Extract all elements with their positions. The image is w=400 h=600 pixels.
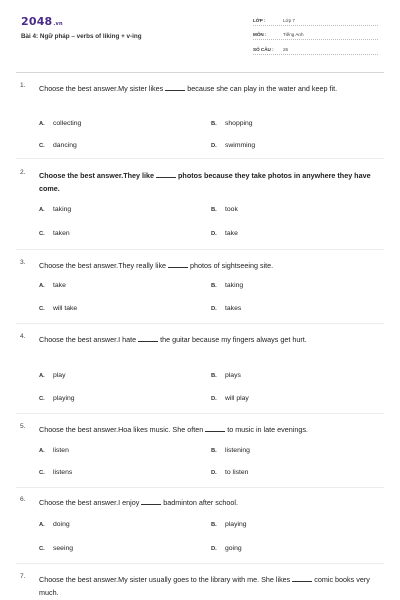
meta-subject-label: MÔN : bbox=[253, 32, 267, 37]
option-letter: A. bbox=[39, 448, 45, 454]
meta-class-value: Lớp 7 bbox=[283, 18, 295, 23]
question-5 bbox=[20, 423, 382, 487]
stem-text: the guitar because my fingers always get hurt. bbox=[160, 335, 307, 344]
meta-class-label: LỚP : bbox=[253, 18, 266, 23]
option-text: taking bbox=[225, 282, 244, 289]
option-letter: B. bbox=[211, 121, 217, 127]
option-letter: D. bbox=[211, 546, 217, 552]
option-b[interactable] bbox=[211, 372, 241, 379]
answer-blank bbox=[156, 172, 176, 178]
meta-count-row bbox=[253, 43, 378, 55]
question-3 bbox=[20, 259, 382, 323]
option-text: play bbox=[53, 372, 66, 379]
option-text: playing bbox=[225, 521, 247, 528]
option-letter: B. bbox=[211, 448, 217, 454]
option-text: seeing bbox=[53, 545, 74, 552]
question-stem bbox=[39, 259, 384, 272]
stem-text: Choose the best answer.I enjoy bbox=[39, 498, 140, 507]
option-d[interactable] bbox=[211, 545, 242, 552]
option-c[interactable] bbox=[39, 469, 72, 476]
question-number: 3. bbox=[20, 259, 26, 266]
question-number: 7. bbox=[20, 573, 26, 580]
option-text: listens bbox=[53, 469, 73, 476]
option-letter: D. bbox=[211, 396, 217, 402]
option-letter: A. bbox=[39, 522, 45, 528]
option-text: take bbox=[225, 230, 238, 237]
option-c[interactable] bbox=[39, 142, 77, 149]
option-text: dancing bbox=[53, 142, 77, 149]
option-c[interactable] bbox=[39, 305, 77, 312]
option-letter: C. bbox=[39, 306, 45, 312]
option-letter: D. bbox=[211, 470, 217, 476]
option-letter: C. bbox=[39, 231, 45, 237]
option-d[interactable] bbox=[211, 142, 255, 149]
answer-blank bbox=[292, 576, 312, 582]
question-number: 5. bbox=[20, 423, 26, 430]
header-divider bbox=[16, 72, 384, 73]
option-letter: C. bbox=[39, 396, 45, 402]
site-logo[interactable] bbox=[21, 15, 63, 28]
question-stem bbox=[39, 82, 384, 95]
question-number: 4. bbox=[20, 333, 26, 340]
option-d[interactable] bbox=[211, 469, 248, 476]
option-text: will take bbox=[53, 305, 78, 312]
question-stem bbox=[39, 333, 384, 346]
option-text: collecting bbox=[53, 120, 82, 127]
answer-blank bbox=[138, 336, 158, 342]
option-letter: A. bbox=[39, 373, 45, 379]
answer-blank bbox=[205, 426, 225, 432]
question-divider bbox=[16, 413, 384, 414]
option-a[interactable] bbox=[39, 372, 65, 379]
option-a[interactable] bbox=[39, 282, 66, 289]
option-text: listen bbox=[53, 447, 69, 454]
option-letter: A. bbox=[39, 121, 45, 127]
option-d[interactable] bbox=[211, 305, 241, 312]
option-letter: B. bbox=[211, 522, 217, 528]
option-letter: A. bbox=[39, 207, 45, 213]
question-stem bbox=[39, 169, 384, 195]
option-a[interactable] bbox=[39, 206, 71, 213]
option-text: taken bbox=[53, 230, 70, 237]
question-number: 6. bbox=[20, 496, 26, 503]
question-divider bbox=[16, 563, 384, 564]
option-letter: D. bbox=[211, 143, 217, 149]
option-letter: C. bbox=[39, 470, 45, 476]
question-6 bbox=[20, 496, 382, 562]
meta-subject-value: Tiếng Anh bbox=[283, 32, 304, 37]
option-letter: C. bbox=[39, 546, 45, 552]
logo-text: 2048 bbox=[21, 15, 53, 28]
option-letter: D. bbox=[211, 306, 217, 312]
question-4 bbox=[20, 333, 382, 413]
logo-suffix: .vn bbox=[53, 21, 63, 27]
option-text: doing bbox=[53, 521, 70, 528]
option-text: listening bbox=[225, 447, 250, 454]
option-b[interactable] bbox=[211, 206, 238, 213]
option-c[interactable] bbox=[39, 395, 75, 402]
option-letter: D. bbox=[211, 231, 217, 237]
stem-text: comic books very much. bbox=[39, 575, 370, 597]
meta-subject-row bbox=[253, 28, 378, 40]
meta-class-row bbox=[253, 14, 378, 26]
option-b[interactable] bbox=[211, 282, 243, 289]
question-divider bbox=[16, 249, 384, 250]
meta-count-label: SỐ CÂU : bbox=[253, 47, 274, 52]
option-letter: B. bbox=[211, 283, 217, 289]
answer-blank bbox=[165, 85, 185, 91]
question-divider bbox=[16, 158, 384, 159]
stem-text: Choose the best answer.My sister usually goes to the library with me. She likes bbox=[39, 575, 291, 584]
question-number: 1. bbox=[20, 82, 26, 89]
question-stem bbox=[39, 423, 384, 436]
stem-text: to music in late evenings. bbox=[227, 425, 308, 434]
stem-text: Choose the best answer.My sister likes bbox=[39, 84, 164, 93]
option-letter: B. bbox=[211, 207, 217, 213]
question-stem bbox=[39, 496, 384, 509]
option-a[interactable] bbox=[39, 447, 69, 454]
option-text: will play bbox=[225, 395, 249, 402]
question-2 bbox=[20, 169, 382, 249]
stem-text: photos because they take photos in anywhere they have come. bbox=[39, 171, 371, 193]
option-b[interactable] bbox=[211, 447, 250, 454]
stem-text: Choose the best answer.They really like bbox=[39, 261, 167, 270]
lesson-title: Bài 4: Ngữ pháp – verbs of liking + v-ing bbox=[21, 33, 142, 40]
option-text: took bbox=[225, 206, 238, 213]
option-letter: B. bbox=[211, 373, 217, 379]
option-text: taking bbox=[53, 206, 72, 213]
option-text: plays bbox=[225, 372, 241, 379]
question-7 bbox=[20, 573, 382, 600]
option-letter: A. bbox=[39, 283, 45, 289]
option-a[interactable] bbox=[39, 120, 81, 127]
stem-text: because she can play in the water and keep fit. bbox=[187, 84, 338, 93]
question-divider bbox=[16, 487, 384, 488]
stem-text: Choose the best answer.Hoa likes music. She often bbox=[39, 425, 204, 434]
option-letter: C. bbox=[39, 143, 45, 149]
option-text: takes bbox=[225, 305, 242, 312]
meta-count-value: 26 bbox=[283, 47, 289, 52]
option-a[interactable] bbox=[39, 521, 70, 528]
question-stem bbox=[39, 573, 384, 599]
option-text: playing bbox=[53, 395, 75, 402]
option-b[interactable] bbox=[211, 120, 253, 127]
option-b[interactable] bbox=[211, 521, 247, 528]
option-c[interactable] bbox=[39, 545, 73, 552]
stem-text: photos of sightseeing site. bbox=[190, 261, 274, 270]
option-text: take bbox=[53, 282, 66, 289]
stem-text: Choose the best answer.I hate bbox=[39, 335, 137, 344]
option-text: swimming bbox=[225, 142, 256, 149]
page-header bbox=[0, 0, 400, 70]
option-d[interactable] bbox=[211, 395, 249, 402]
stem-text: Choose the best answer.They like bbox=[39, 171, 155, 180]
option-c[interactable] bbox=[39, 230, 70, 237]
question-number: 2. bbox=[20, 169, 26, 176]
question-divider bbox=[16, 323, 384, 324]
answer-blank bbox=[168, 262, 188, 268]
option-text: to listen bbox=[225, 469, 249, 476]
stem-text: badminton after school. bbox=[163, 498, 239, 507]
option-text: going bbox=[225, 545, 242, 552]
option-d[interactable] bbox=[211, 230, 238, 237]
answer-blank bbox=[141, 499, 161, 505]
option-text: shopping bbox=[225, 120, 253, 127]
